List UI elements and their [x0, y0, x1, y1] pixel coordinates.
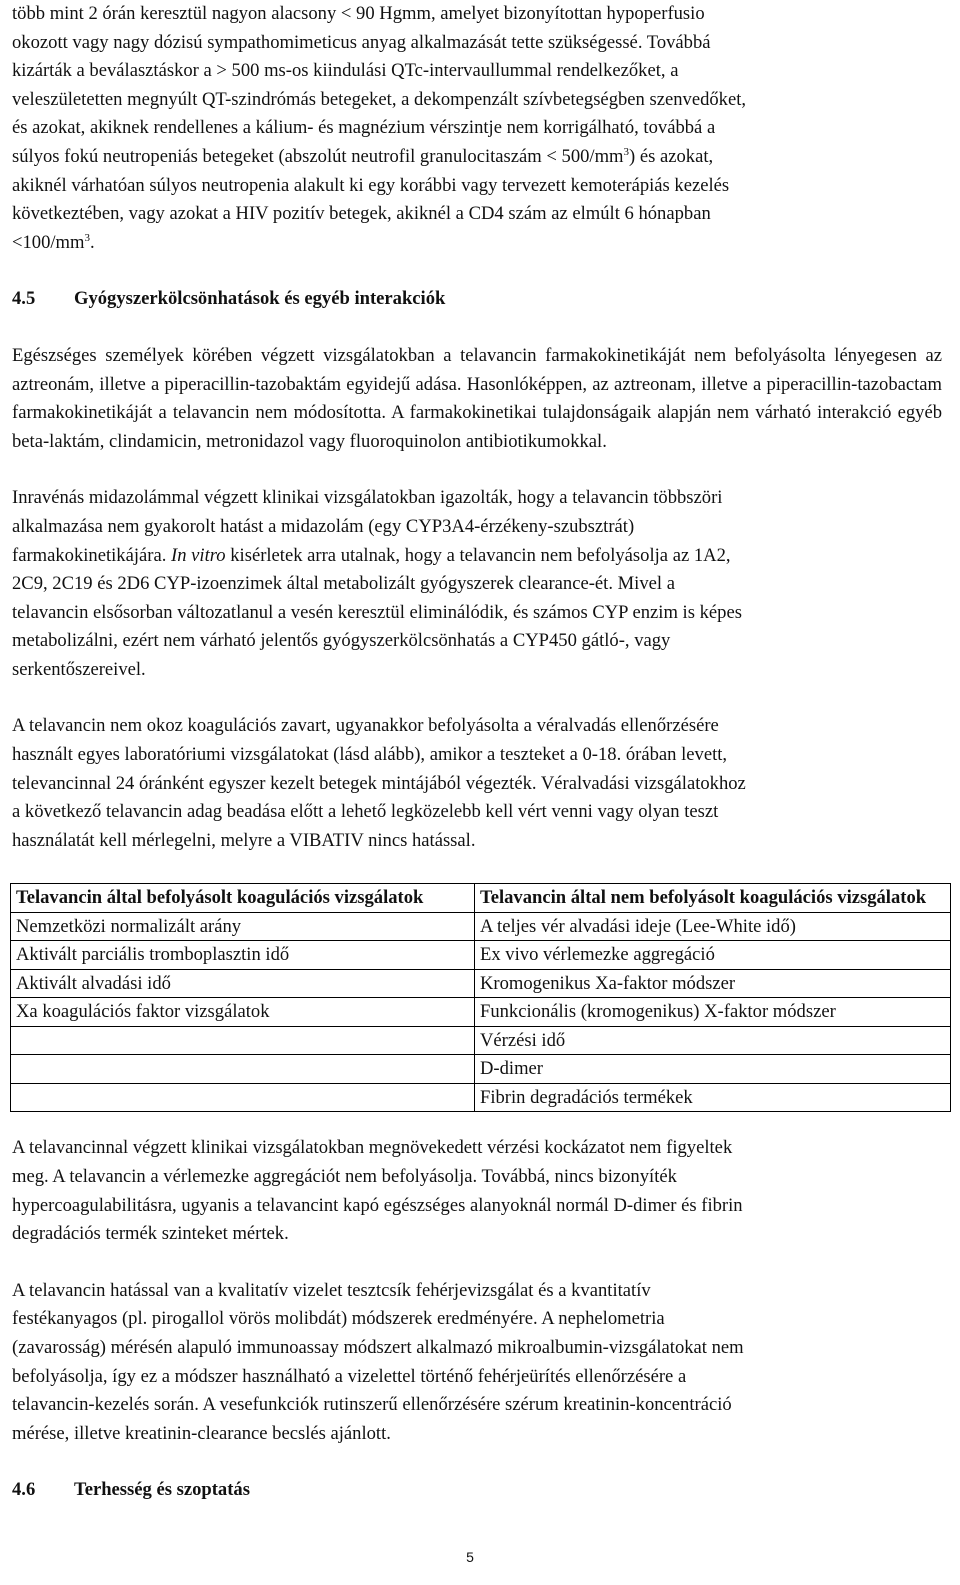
table-row	[11, 998, 951, 1027]
text-line: telavancin-kezelés során. A vesefunkciók rutinszerű ellenőrzésére szérum kreatinin-koncentráció	[12, 1394, 732, 1416]
text-line: televancinnal 24 óránként egyszer kezelt betegek mintájából végezték. Véralvadási vizsgálatokhoz	[12, 772, 746, 794]
text-line: veleszületetten megnyúlt QT-szindrómás betegeket, a dekompenzált szívbetegségben szenvedőket,	[12, 88, 747, 110]
paragraph-coagulation	[12, 712, 942, 855]
table-header-row	[11, 884, 951, 913]
coagulation-tests-table	[10, 883, 951, 1112]
document-page	[12, 0, 942, 1505]
text-line: serkentőszereivel.	[12, 658, 146, 680]
italic-text: In vitro	[171, 544, 226, 566]
table-row	[11, 912, 951, 941]
text-line: (zavarosság) mérésén alapuló immunoassay módszert alkalmazó mikroalbumin-vizsgálatokat nem	[12, 1337, 744, 1358]
superscript: 3	[84, 231, 90, 244]
text-span: farmakokinetikájára.	[12, 544, 172, 566]
text-line	[12, 143, 942, 172]
table-cell: Xa koagulációs faktor vizsgálatok	[11, 998, 475, 1027]
table-header-not-affected: Telavancin által nem befolyásolt koagulációs vizsgálatok	[475, 884, 951, 913]
text-line: akiknél várhatóan súlyos neutropenia alakult ki egy korábbi vagy tervezett kemoterápiás kezelés	[12, 174, 730, 196]
text-line: hypercoagulabilitásra, ugyanis a telavancint kapó egészséges alanyoknál normál D-dimer és fibrin	[12, 1194, 743, 1216]
text-line: A telavancin nem okoz koagulációs zavart, ugyanakkor befolyásolta a véralvadás ellenőrzésére	[12, 715, 719, 737]
text-line	[12, 542, 942, 571]
superscript: 3	[623, 145, 630, 158]
table-row	[11, 1026, 951, 1055]
text-span: <100/mm	[12, 231, 85, 253]
table-cell: Aktivált alvadási idő	[11, 969, 475, 998]
paragraph-urine-tests	[12, 1277, 942, 1449]
table-cell	[11, 1026, 475, 1055]
table-cell	[11, 1083, 475, 1112]
section-heading-4-5	[12, 285, 942, 314]
text-span: kisérletek arra utalnak, hogy a telavancin nem befolyásolja az 1A2,	[225, 544, 731, 566]
section-number: 4.5	[12, 288, 36, 310]
intro-paragraph	[12, 0, 942, 257]
text-line: alkalmazása nem gyakorolt hatást a midazolám (egy CYP3A4-érzékeny-szubsztrát)	[12, 515, 635, 537]
text-line	[12, 229, 942, 258]
section-number: 4.6	[12, 1479, 36, 1501]
page-number: 5	[466, 1549, 474, 1565]
section-title: Gyógyszerkölcsönhatások és egyéb interakciók	[74, 288, 446, 310]
text-span: .	[89, 231, 95, 253]
text-line: használatát kell mérlegelni, melyre a VIBATIV nincs hatással.	[12, 829, 476, 851]
paragraph-interactions: Egészséges személyek körében végzett vizsgálatokban a telavancin farmakokinetikáját nem befolyásolta lényegesen az aztreonám, illetve a piperacillin-tazobaktám egyidejű adása. Hasonlóképpen, az aztreonam, illetve a piperacillin-tazobactam farmakokinetikáját a telavancin nem módosította. A farmakokinetikai tulajdonságaik alapján nem várható interakció egyéb beta-laktám, clindamicin, metronidazol vagy fluoroquinolon antibiotikumokkal.	[12, 344, 942, 452]
table-header-affected: Telavancin által befolyásolt koagulációs vizsgálatok	[11, 884, 475, 913]
text-line: és azokat, akiknek rendellenes a kálium- és magnézium vérszintje nem korrigálható, továbbá a	[12, 117, 716, 139]
table-row	[11, 941, 951, 970]
table-cell: A teljes vér alvadási ideje (Lee-White idő)	[475, 912, 951, 941]
text-line: használt egyes laboratóriumi vizsgálatokat (lásd alább), amikor a teszteket a 0-18. órában levett,	[12, 744, 728, 766]
text-line: befolyásolja, így ez a módszer használható a vizelettel történő fehérjeürítés ellenőrzésére a	[12, 1365, 687, 1387]
text-line: Inravénás midazolámmal végzett klinikai vizsgálatokban igazolták, hogy a telavancin többszöri	[12, 487, 723, 509]
table-cell: Vérzési idő	[475, 1026, 951, 1055]
text-line: több mint 2 órán keresztül nagyon alacsony < 90 Hgmm, amelyet bizonyítottan hypoperfusio	[12, 3, 705, 24]
table-cell	[11, 1055, 475, 1084]
paragraph-bleeding-risk	[12, 1134, 942, 1248]
text-line: okozott vagy nagy dózisú sympathomimeticus anyag alkalmazását tette szükségessé. Továbbá	[12, 31, 711, 53]
table-cell: Kromogenikus Xa-faktor módszer	[475, 969, 951, 998]
text-line: mérése, illetve kreatinin-clearance becslés ajánlott.	[12, 1422, 391, 1444]
text-line: 2C9, 2C19 és 2D6 CYP-izoenzimek által metabolizált gyógyszerek clearance-ét. Mivel a	[12, 573, 675, 595]
section-title: Terhesség és szoptatás	[74, 1479, 250, 1501]
text-span: súlyos fokú neutropeniás betegeket (abszolút neutrofil granulocitaszám < 500/mm	[12, 145, 624, 167]
table-row	[11, 1083, 951, 1112]
table-cell: Ex vivo vérlemezke aggregáció	[475, 941, 951, 970]
text-line: következtében, vagy azokat a HIV pozitív betegek, akiknél a CD4 szám az elmúlt 6 hónapban	[12, 203, 711, 225]
text-line: degradációs termék szinteket mértek.	[12, 1223, 289, 1245]
text-line: A telavancin hatással van a kvalitatív vizelet tesztcsík fehérjevizsgálat és a kvantitatív	[12, 1279, 651, 1301]
text-line: A telavancinnal végzett klinikai vizsgálatokban megnövekedett vérzési kockázatot nem figyeltek	[12, 1137, 733, 1159]
table-row	[11, 1055, 951, 1084]
paragraph-midazolam	[12, 484, 942, 684]
table-cell: Funkcionális (kromogenikus) X-faktor módszer	[475, 998, 951, 1027]
section-heading-4-6	[12, 1476, 942, 1505]
text-line: metabolizálni, ezért nem várható jelentős gyógyszerkölcsönhatás a CYP450 gátló-, vagy	[12, 630, 671, 652]
text-line: telavancin elsősorban változatlanul a vesén keresztül eliminálódik, és számos CYP enzim is képes	[12, 601, 742, 623]
text-line: meg. A telavancin a vérlemezke aggregációt nem befolyásolja. Továbbá, nincs bizonyíték	[12, 1166, 677, 1188]
text-span: ) és azokat,	[629, 145, 714, 167]
table-cell: Fibrin degradációs termékek	[475, 1083, 951, 1112]
table-row	[11, 969, 951, 998]
table-cell: Nemzetközi normalizált arány	[11, 912, 475, 941]
text-line: kizárták a beválasztáskor a > 500 ms-os kiindulási QTc-intervaullummal rendelkezőket, a	[12, 60, 679, 82]
text-line: festékanyagos (pl. pirogallol vörös molibdát) módszerek eredményére. A nephelometria	[12, 1308, 665, 1330]
table-cell: Aktivált parciális tromboplasztin idő	[11, 941, 475, 970]
table-cell: D-dimer	[475, 1055, 951, 1084]
text-line: a következő telavancin adag beadása előtt a lehető legközelebb kell vért venni vagy olyan teszt	[12, 801, 719, 823]
